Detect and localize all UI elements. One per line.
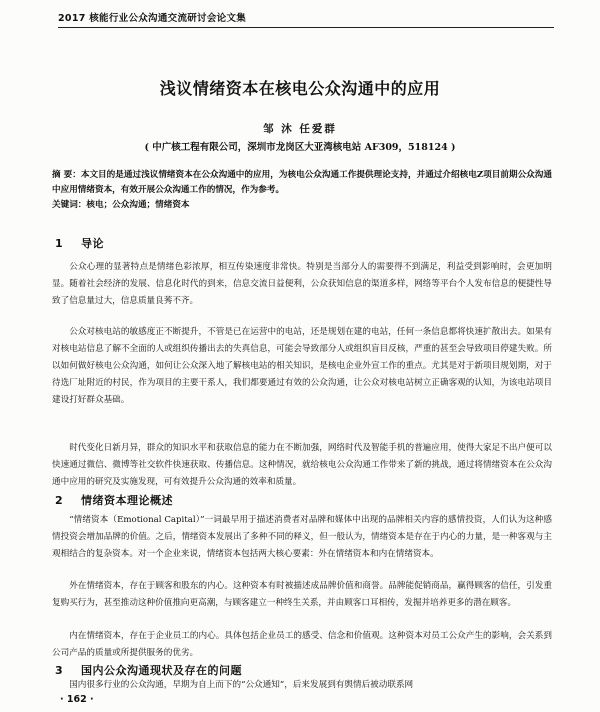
section-title: 导论 [81,237,104,250]
paragraph: 外在情绪资本，存在于顾客和股东的内心。这种资本有时被描述成品牌价值和商誉。品牌能促销商品，赢得顾客的信任，引发重复购买行为，甚至推动这种价值推向更高潮，与顾客建立一种终生关系，并由顾客口耳相传，发掘并培养更多的潜在顾客。 [52,581,552,608]
affiliation: ( 中广核工程有限公司，深圳市龙岗区大亚湾核电站 AF309，518124 ) [144,142,456,153]
header-divider [58,27,554,28]
section-number: 1 [55,237,64,250]
keywords-label: 关键词： [52,200,87,210]
abstract-text: 本文目的是通过浅议情绪资本在公众沟通中的应用，为核电公众沟通工作提供理论支持，并通过介绍核电Z项目前期公众沟通中应用情绪资本，有效开展公众沟通工作的情况，作为参考。 [52,170,552,195]
paragraph: 公众心理的显著特点是情绪色彩浓厚，相互传染速度非常快。特别是当部分人的需要得不到满足，利益受到影响时，会更加明显。随着社会经济的发展、信息化时代的到来，信息交流日益便利，公众获知信息的渠道多样，网络等平台个人发布信息的便捷性导致了信息量过大，信息质量良莠不齐。 [52,262,552,306]
paragraph: 公众对核电站的敏感度正不断提升，不管是已在运营中的电站，还是规划在建的电站，任何一条信息都将快速扩散出去。如果有对核电站信息了解不全面的人或组织传播出去的失真信息，可能会导致部分人或组织盲目反核，严重的甚至会导致项目停建失败。所以如何做好核电公众沟通，如何让公众深入地了解核电站的相关知识，是核电企业外宣工作的重点。尤其是对于新项目规划期，对于待选厂址附近的村民，作为项目的主要干系人，我们都要通过有效的公众沟通，让公众对核电站树立正确客观的认知，为该电站项目建设打好群众基础。 [52,327,552,405]
section-title: 情绪资本理论概述 [81,494,173,507]
section-number: 3 [55,664,64,677]
abstract [52,168,552,198]
section-heading [55,235,535,251]
paragraph: “情绪资本（Emotional Capital）”一词最早用于描述消费者对品牌和媒体中出现的品牌相关内容的感情投资，人们认为这种感情投资会增加品牌的价值。之后，情绪资本发展出了多种不同的释义，但一般认为，情绪资本是存在于内心的力量，是一种客观与主观相结合的复杂资本。对一个企业来说，情绪资本包括两大核心要素：外在情绪资本和内在情绪资本。 [52,515,552,559]
abstract-label: 摘 要： [52,170,81,180]
section-title: 国内公众沟通现状及存在的问题 [81,664,242,677]
keywords [52,198,552,213]
section-heading [55,492,535,508]
section-number: 2 [55,494,64,507]
paragraph: 国内很多行业的公众沟通，早期为自上而下的“公众通知”，后来发展到有舆情后被动联系网 [69,680,414,690]
running-header: 2017 核能行业公众沟通交流研讨会论文集 [58,13,247,24]
paper-title: 浅议情绪资本在核电公众沟通中的应用 [159,79,441,98]
paragraph: 内在情绪资本，存在于企业员工的内心。具体包括企业员工的感受、信念和价值观。这种资本对员工公众产生的影响，会关系到公司产品的质量或所提供服务的优劣。 [52,631,552,658]
authors: 邹 沐 任爱群 [263,123,337,135]
paragraph: 时代变化日新月异，群众的知识水平和获取信息的能力在不断加强，网络时代及智能手机的普遍应用，使得大家足不出户便可以快速通过微信、微博等社交软件快速获取、传播信息。这种情况，就给核电公众沟通工作带来了新的挑战，通过将情绪资本在公众沟通中应用的研究及实施发现，可有效提升公众沟通的效率和质量。 [52,443,552,487]
page-number: · 162 · [60,694,94,705]
section-heading [55,662,535,678]
keywords-text: 核电；公众沟通；情绪资本 [86,200,190,210]
